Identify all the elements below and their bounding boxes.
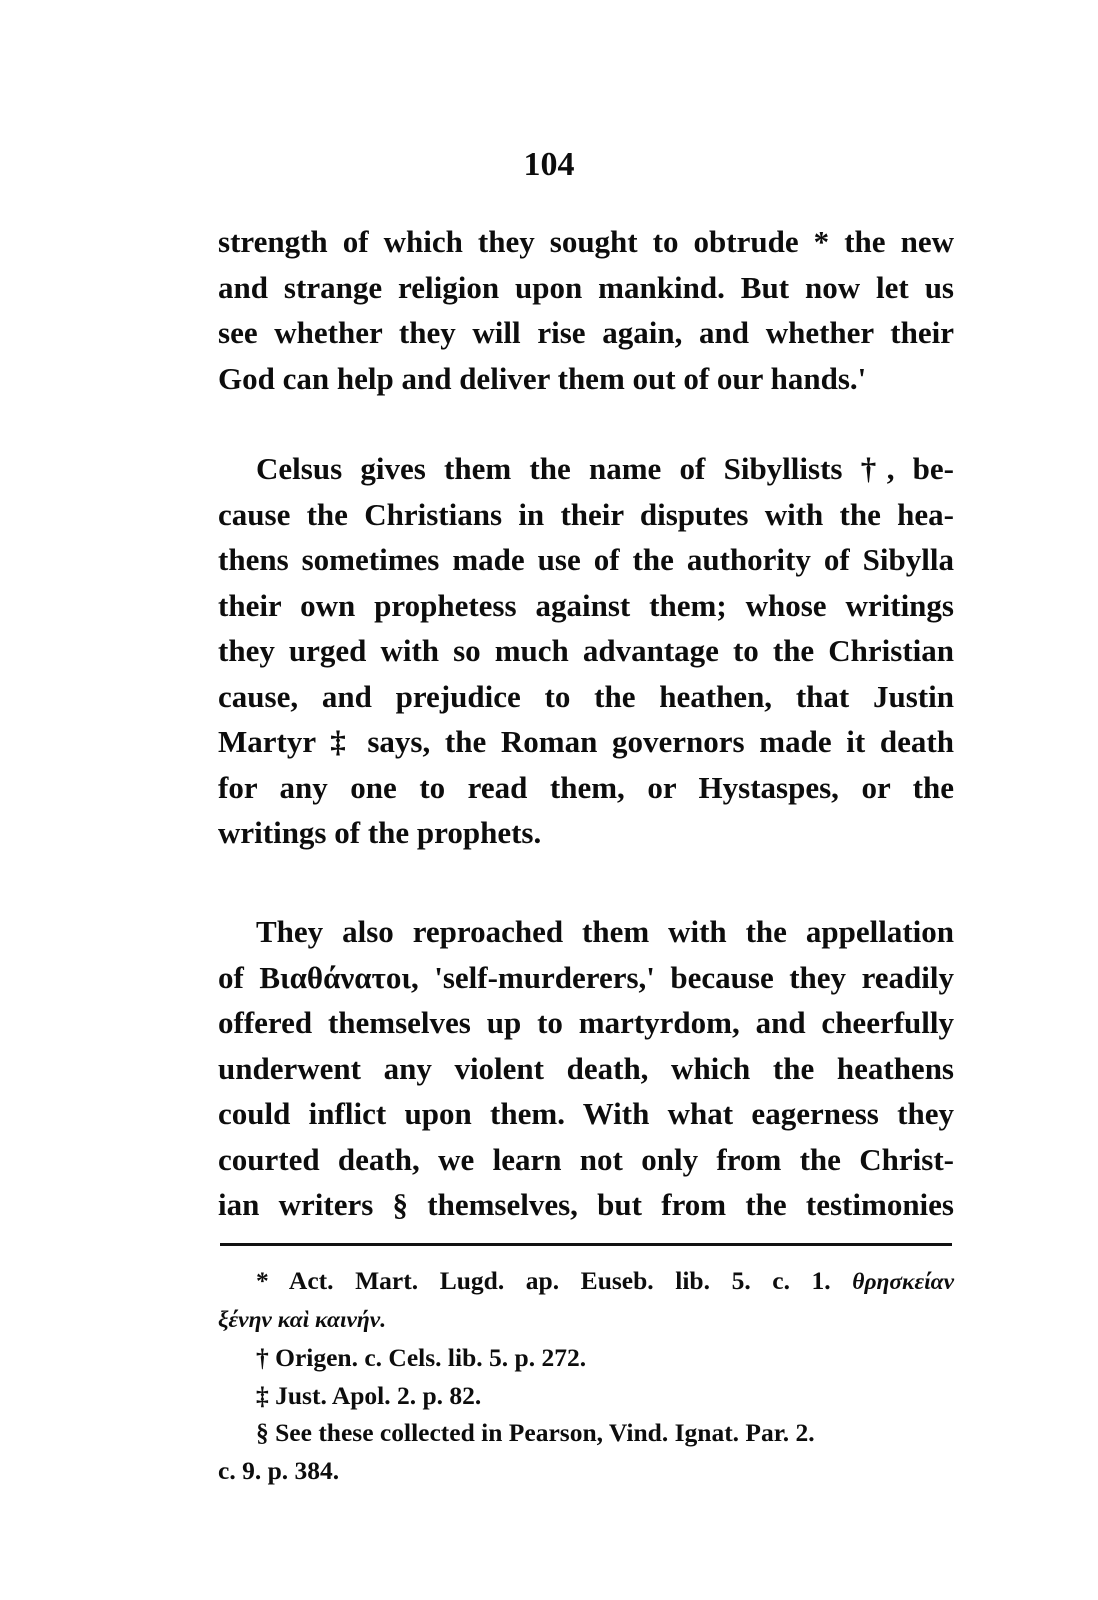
text-line: see whether they will rise again, and whether their [218, 315, 954, 350]
text-line: and strange religion upon mankind. But now let us [218, 269, 954, 305]
text-line: ian writers § themselves, but from the testimonies [218, 1187, 954, 1222]
footnote-1-greek-continued: ξένην καὶ καινήν. [218, 1306, 387, 1333]
footnote-2: † Origen. c. Cels. lib. 5. p. 272. [256, 1343, 587, 1372]
text-line: strength of which they sought to obtrude * the new [218, 224, 954, 259]
text-line: their own prophetess against them; whose writings [218, 587, 954, 623]
footnote-1 [218, 1262, 954, 1302]
text-line: cause, and prejudice to the heathen, that Justin [218, 678, 954, 714]
text-line: they urged with so much advantage to the Christian [218, 633, 954, 668]
text-line: cause the Christians in their disputes with the hea- [218, 496, 954, 532]
footnote-4-continued: c. 9. p. 384. [218, 1455, 340, 1485]
page-number: 104 [523, 146, 575, 183]
text-line: They also reproached them with the appellation [256, 914, 954, 949]
text-line: Celsus gives them the name of Sibyllists †, be- [256, 451, 954, 486]
footnote-divider [220, 1243, 952, 1246]
footnote-1-greek: θρησκείαν [852, 1269, 954, 1295]
paragraph-3 [218, 909, 954, 1228]
text-line: for any one to read them, or Hystaspes, or the [218, 769, 954, 805]
text-line: of Βιαθάνατοι, 'self-murderers,' because they readily [218, 959, 954, 995]
footnotes [218, 1262, 954, 1489]
text-line: thens sometimes made use of the authority of Sibylla [218, 542, 954, 577]
text-line: underwent any violent death, which the heathens [218, 1050, 954, 1086]
text-line: could inflict upon them. With what eagerness they [218, 1096, 954, 1131]
footnote-1-text: * Act. Mart. Lugd. ap. Euseb. lib. 5. c. 1. [256, 1266, 831, 1295]
paragraph-2 [218, 446, 954, 856]
text-line: writings of the prophets. [218, 815, 542, 850]
text-line: God can help and deliver them out of our hands.' [218, 360, 867, 396]
footnote-3: ‡ Just. Apol. 2. p. 82. [256, 1380, 482, 1410]
footnote-4: § See these collected in Pearson, Vind. Ignat. Par. 2. [256, 1418, 815, 1447]
text-line: offered themselves up to martyrdom, and cheerfully [218, 1005, 954, 1040]
text-line: courted death, we learn not only from the Christ- [218, 1141, 954, 1177]
paragraph-1 [218, 219, 954, 401]
text-line: Martyr ‡ says, the Roman governors made it death [218, 724, 954, 759]
